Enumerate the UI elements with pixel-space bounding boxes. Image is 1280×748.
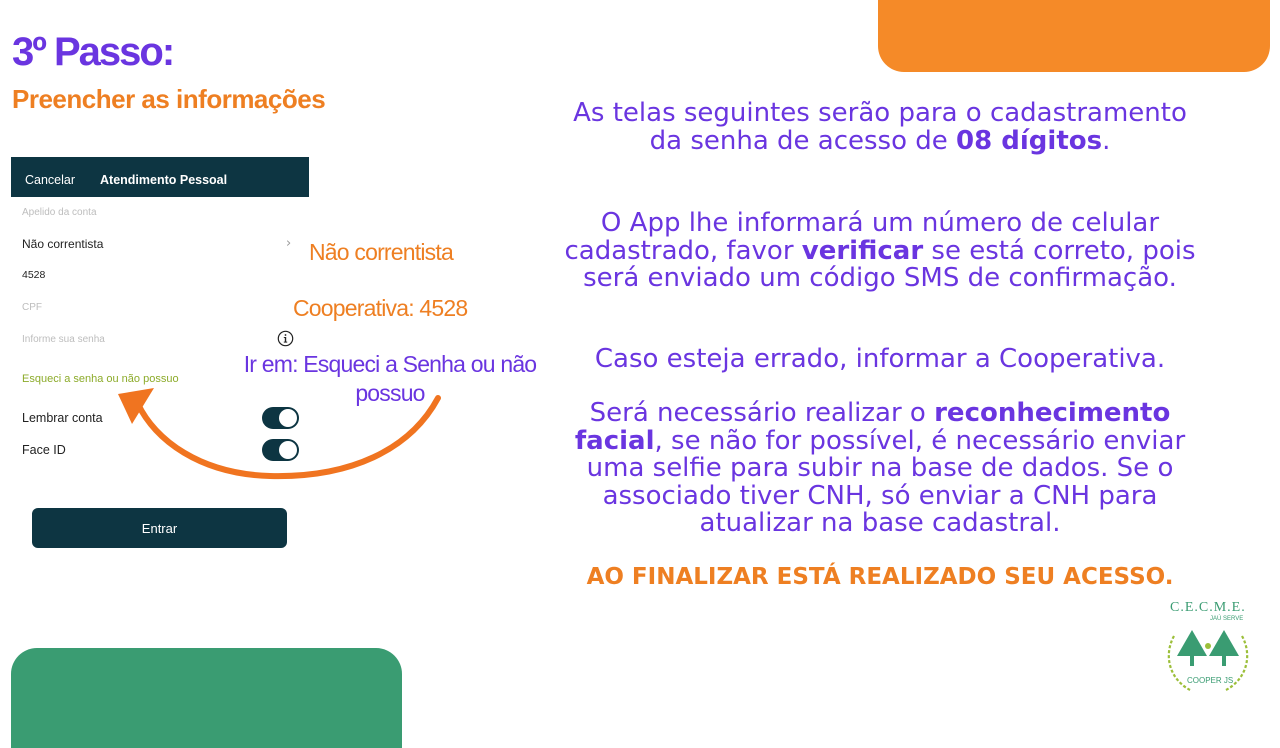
step-subtitle: Preencher as informações bbox=[12, 84, 326, 114]
phone-title: Atendimento Pessoal bbox=[100, 173, 228, 187]
final-message: AO FINALIZAR ESTÁ REALIZADO SEU ACESSO. bbox=[586, 564, 1174, 590]
chevron-right-icon: › bbox=[286, 236, 292, 251]
annotation-forgot-instruction: Ir em: Esqueci a Senha ou não possuo bbox=[243, 351, 537, 406]
enter-button[interactable]: Entrar bbox=[32, 508, 287, 548]
decorative-green-shape bbox=[11, 648, 402, 748]
remember-account-label: Lembrar conta bbox=[22, 411, 103, 425]
cpf-field[interactable]: CPF bbox=[22, 302, 42, 313]
instruction-paragraph-2: O App lhe informará um número de celular cadastrado, favor verificar se está correto, pois será enviado um código SMS de confirmação. bbox=[564, 208, 1196, 293]
logo-text-top: C.E.C.M.E. bbox=[1170, 600, 1246, 615]
logo-text-sub: JAÚ SERVE bbox=[1210, 616, 1244, 622]
instruction-paragraph-3: Caso esteja errado, informar a Cooperativa. bbox=[594, 344, 1166, 374]
instruction-paragraph-4: Será necessário realizar o reconhecimento facial, se não for possível, é necessário enviar uma selfie para subir na base de dados. Se o associado tiver CNH, só enviar a CNH para atualizar na base cadastral. bbox=[574, 398, 1186, 538]
decorative-orange-shape bbox=[878, 0, 1270, 72]
info-icon[interactable] bbox=[277, 330, 294, 351]
phone-header bbox=[11, 157, 309, 197]
step-title: 3º Passo: bbox=[12, 30, 174, 74]
password-field[interactable]: Informe sua senha bbox=[22, 334, 105, 345]
face-id-label: Face ID bbox=[22, 443, 66, 457]
cancel-button[interactable]: Cancelar bbox=[25, 173, 76, 187]
forgot-password-link[interactable]: Esqueci a senha ou não possuo bbox=[22, 373, 179, 385]
logo-text-bottom: COOPER JS bbox=[1187, 676, 1234, 685]
curved-arrow-icon bbox=[110, 380, 450, 490]
account-type-select[interactable]: Não correntista bbox=[22, 237, 104, 251]
instruction-paragraph-1: As telas seguintes serão para o cadastramento da senha de acesso de 08 dígitos. bbox=[573, 98, 1187, 156]
annotation-non-account: Não correntista bbox=[309, 239, 453, 265]
annotation-cooperative: Cooperativa: 4528 bbox=[293, 295, 468, 321]
cooperative-field[interactable]: 4528 bbox=[22, 269, 46, 281]
account-nickname-field[interactable]: Apelido da conta bbox=[22, 207, 97, 218]
